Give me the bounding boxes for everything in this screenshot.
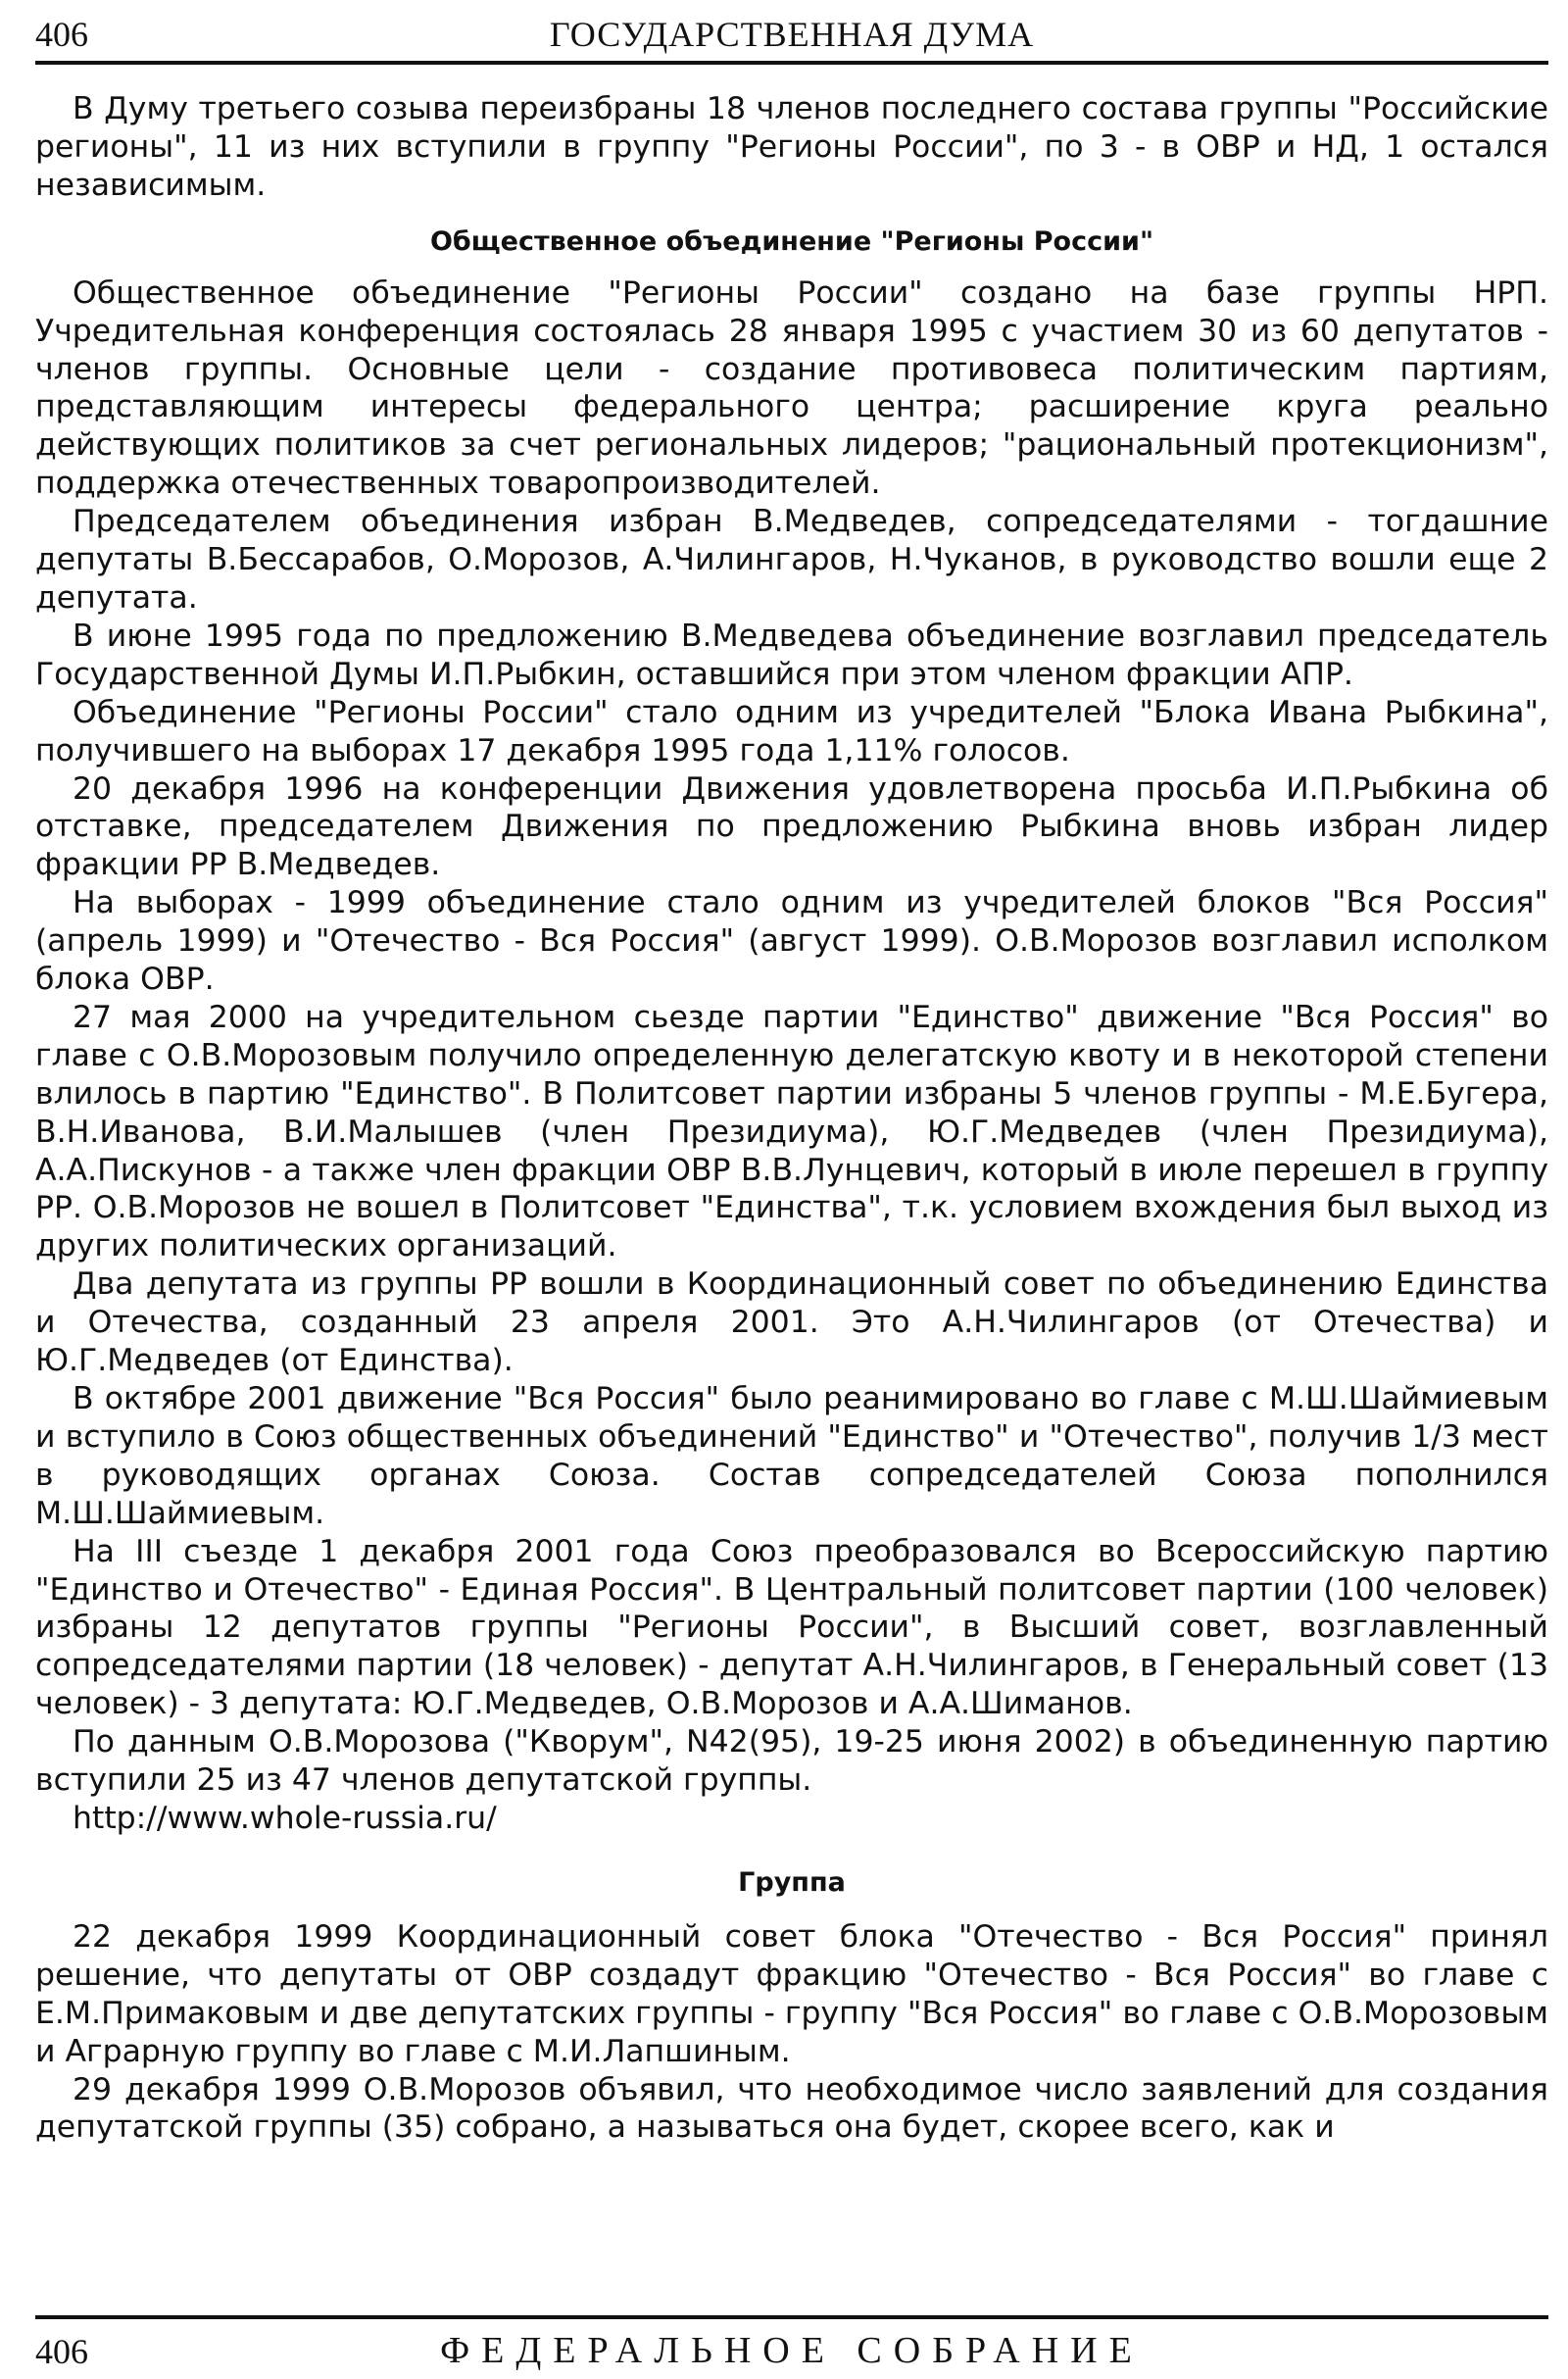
section1-heading: Общественное объединение "Регионы России" bbox=[429, 225, 1154, 257]
footer-page-number: 406 bbox=[35, 2332, 88, 2371]
section1-paragraph: По данным О.В.Морозова ("Кворум", N42(95), 19-25 июня 2002) в объединенную партию вступили 25 из 47 членов депутатской группы. bbox=[35, 1724, 1548, 1799]
intro-paragraph: В Думу третьего созыва переизбраны 18 членов последнего состава группы "Российские регионы", 11 из них вступили в группу "Регионы России", по 3 - в ОВР и НД, 1 остался независимым. bbox=[35, 91, 1548, 203]
section2-paragraph: 22 декабря 1999 Координационный совет блока "Отечество - Вся Россия" принял решение, что депутаты от ОВР создадут фракцию "Отечество - Вся Россия" во главе с Е.М.Примаковым и две депутатских группы - группу "Вся Россия" во главе с О.В.Морозовым и Аграрную группу во главе с М.И.Лапшиным. bbox=[35, 1918, 1548, 2069]
footer-title: ФЕДЕРАЛЬНОЕ СОБРАНИЕ bbox=[440, 2330, 1144, 2371]
header-title: ГОСУДАРСТВЕННАЯ ДУМА bbox=[549, 15, 1035, 54]
website-link[interactable]: http://www.whole-russia.ru/ bbox=[73, 1800, 497, 1836]
section1-paragraph: Два депутата из группы РР вошли в Координационный совет по объединению Единства и Отечества, созданный 23 апреля 2001. Это А.Н.Чилингаров (от Отечества) и Ю.Г.Медведев (от Единства). bbox=[35, 1266, 1548, 1379]
page-body bbox=[35, 90, 1548, 2147]
section1-paragraph: Председателем объединения избран В.Медведев, сопредседателями - тогдашние депутаты В.Бессарабов, О.Морозов, А.Чилингаров, Н.Чуканов, в руководство вошли еще 2 депутата. bbox=[35, 504, 1548, 616]
header-page-number: 406 bbox=[35, 15, 88, 54]
section1-paragraph: 27 мая 2000 на учредительном сьезде партии "Единство" движение "Вся Россия" во главе с О.В.Морозовым получило определенную делегатскую квоту и в некоторой степени влилось в партию "Единство". В Политсовет партии избраны 5 членов группы - М.Е.Бугера, В.Н.Иванова, В.И.Малышев (член Президиума), Ю.Г.Медведев (член Президиума), А.А.Пискунов - а также член фракции ОВР В.В.Лунцевич, который в июле перешел в группу РР. О.В.Морозов не вошел в Политсовет "Единства", т.к. условием вхождения был выход из других политических организаций. bbox=[35, 999, 1548, 1264]
section1-paragraph: В октябре 2001 движение "Вся Россия" было реанимировано во главе с М.Ш.Шаймиевым и вступило в Союз общественных объединений "Единство" и "Отечество", получив 1/3 мест в руководящих органах Союза. Состав сопредседателей Союза пополнился М.Ш.Шаймиевым. bbox=[35, 1381, 1548, 1531]
section1-paragraph: На выборах - 1999 объединение стало одним из учредителей блоков "Вся Россия" (апрель 1999) и "Отечество - Вся Россия" (август 1999). О.В.Морозов возглавил исполком блока ОВР. bbox=[35, 885, 1548, 998]
section1-paragraph: 20 декабря 1996 на конференции Движения удовлетворена просьба И.П.Рыбкина об отставке, председателем Движения по предложению Рыбкина вновь избран лидер фракции РР В.Медведев. bbox=[35, 770, 1548, 883]
section2-heading: Группа bbox=[738, 1866, 846, 1898]
page-header bbox=[35, 10, 1548, 65]
section1-paragraph: Общественное объединение "Регионы России" создано на базе группы НРП. Учредительная конференция состоялась 28 января 1995 с участием 30 из 60 депутатов - членов группы. Основные цели - создание противовеса политическим партиям, представляющим интересы федерального центра; расширение круга реально действующих политиков за счет региональных лидеров; "рациональный протекционизм", поддержка отечественных товаропроизводителей. bbox=[35, 274, 1548, 502]
section1-paragraph: На III съезде 1 декабря 2001 года Союз преобразовался во Всероссийскую партию "Единство и Отечество" - Единая Россия". В Центральный политсовет партии (100 человек) избраны 12 депутатов группы "Регионы России", в Высший совет, возглавленный сопредседателями партии (18 человек) - депутат А.Н.Чилингаров, в Генеральный совет (13 человек) - 3 депутата: Ю.Г.Медведев, О.В.Морозов и А.А.Шиманов. bbox=[35, 1533, 1548, 1722]
section1-paragraph: Объединение "Регионы России" стало одним из учредителей "Блока Ивана Рыбкина", получившего на выборах 17 декабря 1995 года 1,11% голосов. bbox=[35, 694, 1548, 768]
section1-paragraph: В июне 1995 года по предложению В.Медведева объединение возглавил председатель Государственной Думы И.П.Рыбкин, оставшийся при этом членом фракции АПР. bbox=[35, 618, 1548, 692]
section2-paragraph: 29 декабря 1999 О.В.Морозов объявил, что необходимое число заявлений для создания депутатской группы (35) собрано, а называться она будет, скорее всего, как и bbox=[35, 2071, 1548, 2146]
page-footer bbox=[35, 2315, 1548, 2378]
